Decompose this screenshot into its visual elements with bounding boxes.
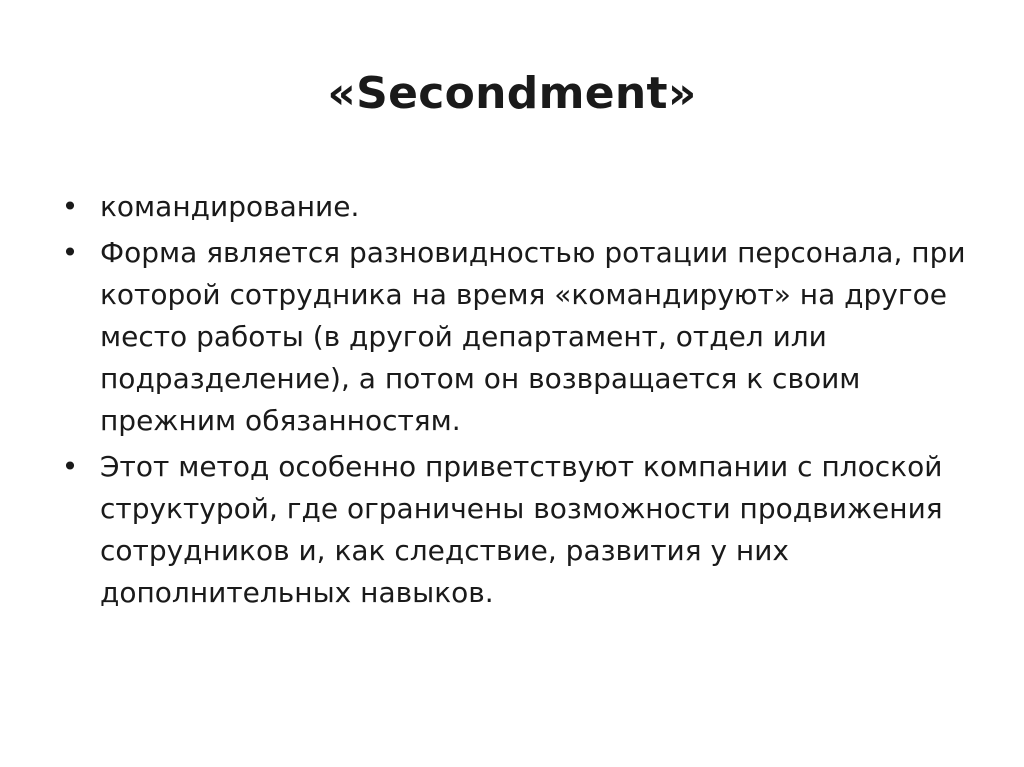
bullet-icon: • xyxy=(61,236,79,269)
bullet-item-1 xyxy=(60,186,980,228)
bullet-icon: • xyxy=(61,190,79,223)
bullet-text: Форма является разновидностью ротации персонала, при которой сотрудника на время «командируют» на другое место работы (в другой департамент, отдел или подразделение), а потом он возвращается к своим прежним обязанностям. xyxy=(100,236,966,437)
slide-title: «Secondment» xyxy=(327,68,697,119)
bullet-icon: • xyxy=(61,450,79,483)
bullet-text: командирование. xyxy=(100,190,360,223)
bullet-text: Этот метод особенно приветствуют компании с плоской структурой, где ограничены возможности продвижения сотрудников и, как следствие, развития у них дополнительных навыков. xyxy=(100,450,943,609)
bullet-item-3 xyxy=(60,446,980,614)
bullet-list xyxy=(60,186,980,614)
bullet-item-2 xyxy=(60,232,980,442)
slide-content xyxy=(60,186,980,618)
